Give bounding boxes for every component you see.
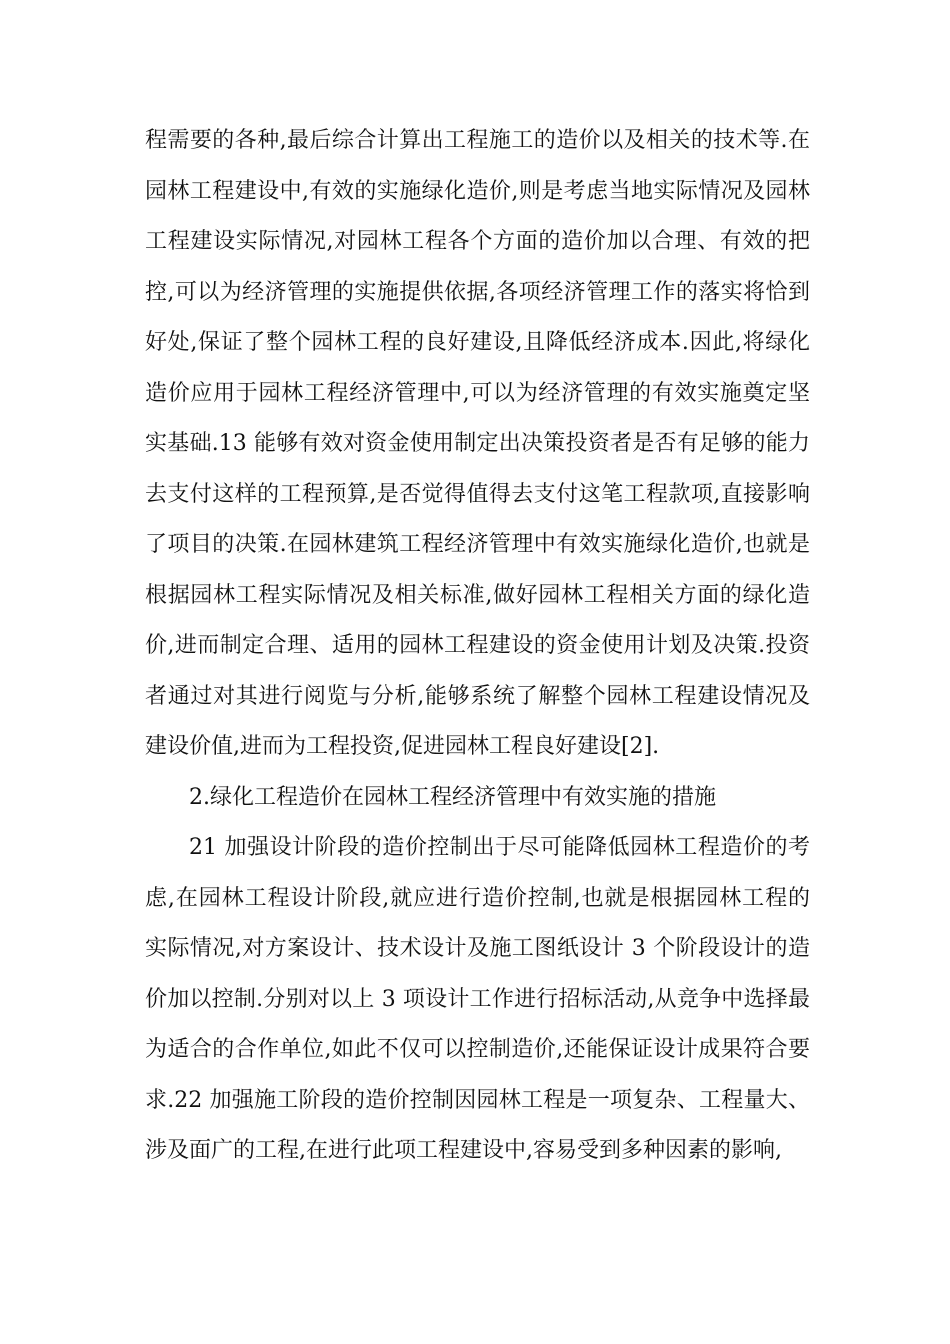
text-line: 程需要的各种,最后综合计算出工程施工的造价以及相关的技术等.在 [145,128,810,153]
text-line: 求.22 加强施工阶段的造价控制因园林工程是一项复杂、工程量大、 [145,1087,810,1113]
document-body [145,116,810,1177]
text-line: 去支付这样的工程预算,是否觉得值得去支付这笔工程款项,直接影响 [145,481,810,507]
paragraph [145,116,810,773]
text-line: 价,进而制定合理、适用的园林工程建设的资金使用计划及决策.投资 [145,633,810,658]
text-line: 21 加强设计阶段的造价控制出于尽可能降低园林工程造价的考 [189,835,810,860]
text-line: 了项目的决策.在园林建筑工程经济管理中有效实施绿化造价,也就是 [145,532,810,557]
text-line: 虑,在园林工程设计阶段,就应进行造价控制,也就是根据园林工程的 [145,885,810,911]
paragraph [145,773,810,824]
text-line: 造价应用于园林工程经济管理中,可以为经济管理的有效实施奠定坚 [145,380,810,406]
text-line: 实基础.13 能够有效对资金使用制定出决策投资者是否有足够的能力 [145,431,810,456]
text-line: 园林工程建设中,有效的实施绿化造价,则是考虑当地实际情况及园林 [145,178,810,204]
text-line: 控,可以为经济管理的实施提供依据,各项经济管理工作的落实将恰到 [145,279,810,305]
text-line: 2.绿化工程造价在园林工程经济管理中有效实施的措施 [189,784,716,810]
paragraph [145,823,810,1177]
text-line: 涉及面广的工程,在进行此项工程建设中,容易受到多种因素的影响, [145,1138,782,1163]
text-line: 为适合的合作单位,如此不仅可以控制造价,还能保证设计成果符合要 [145,1037,810,1062]
text-line: 价加以控制.分别对以上 3 项设计工作进行招标活动,从竞争中选择最 [145,986,810,1012]
text-line: 实际情况,对方案设计、技术设计及施工图纸设计 3 个阶段设计的造 [145,936,810,961]
text-line: 建设价值,进而为工程投资,促进园林工程良好建设[2]. [145,734,660,759]
text-line: 好处,保证了整个园林工程的良好建设,且降低经济成本.因此,将绿化 [145,330,810,355]
text-line: 者通过对其进行阅览与分析,能够系统了解整个园林工程建设情况及 [145,683,810,709]
text-line: 工程建设实际情况,对园林工程各个方面的造价加以合理、有效的把 [145,229,810,254]
text-line: 根据园林工程实际情况及相关标准,做好园林工程相关方面的绿化造 [145,582,810,608]
